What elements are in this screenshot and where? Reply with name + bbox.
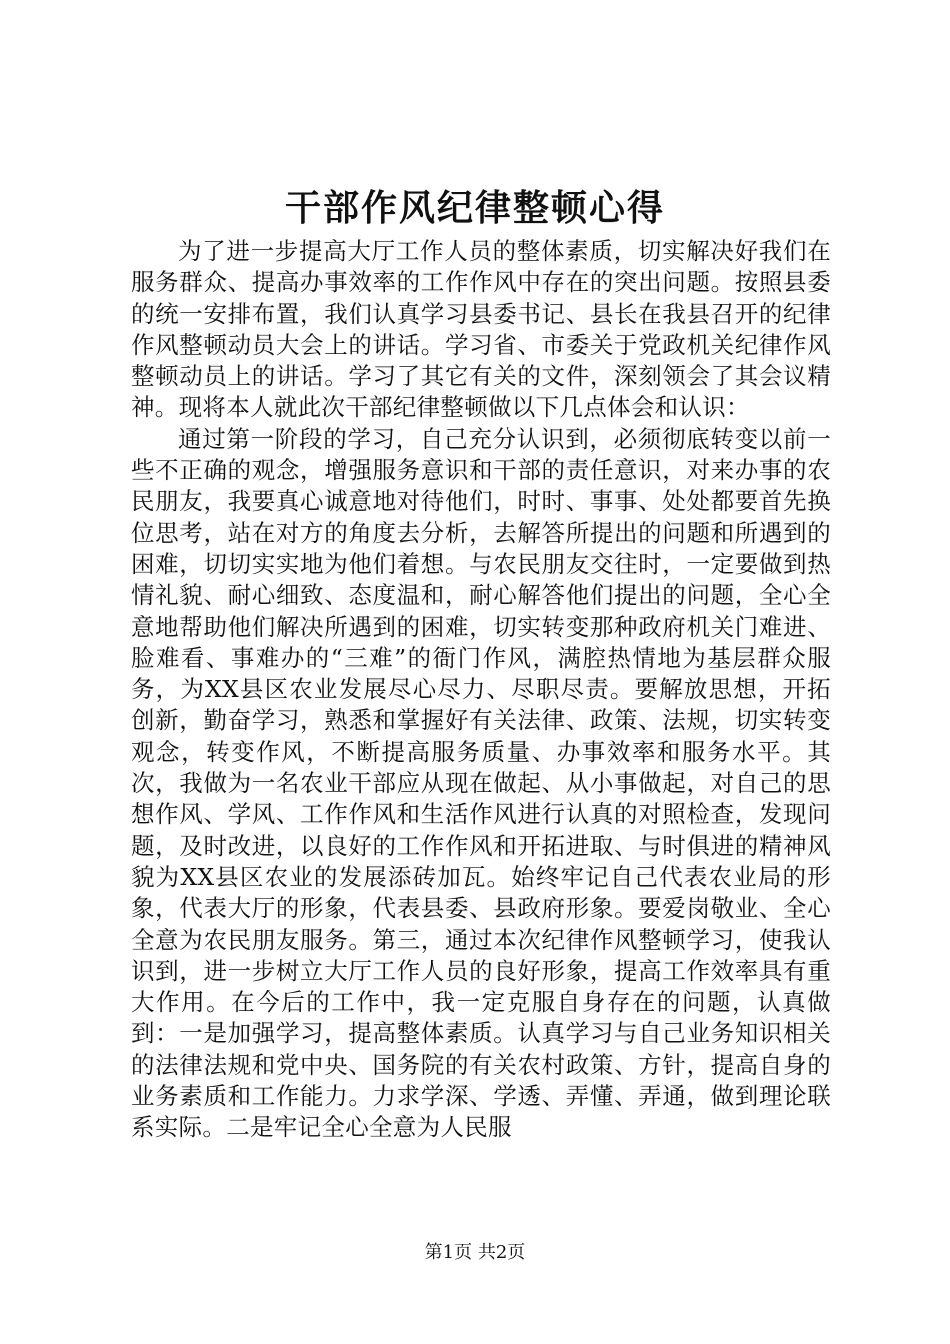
document-title: 干部作风纪律整顿心得 xyxy=(284,187,665,229)
body-paragraph-2: 通过第一阶段的学习，自己充分认识到，必须彻底转变以前一些不正确的观念，增强服务意识和干部的责任意识，对来办事的农民朋友，我要真心诚意地对待他们，时时、事事、处处都要首先换位思考，站在对方的角度去分析，去解答所提出的问题和所遇到的困难，切切实实地为他们着想。与农民朋友交往时，一定要做到热情礼貌、耐心细致、态度温和，耐心解答他们提出的问题，全心全意地帮助他们解决所遇到的困难，切实转变那种政府机关门难进、脸难看、事难办的“三难”的衙门作风，满腔热情地为基层群众服务，为XX县区农业发展尽心尽力、尽职尽责。要解放思想，开拓创新，勤奋学习，熟悉和掌握好有关法律、政策、法规，切实转变观念，转变作风，不断提高服务质量、办事效率和服务水平。其次，我做为一名农业干部应从现在做起、从小事做起，对自己的思想作风、学风、工作作风和生活作风进行认真的对照检查，发现问题，及时改进，以良好的工作作风和开拓进取、与时俱进的精神风貌为XX县区农业的发展添砖加瓦。始终牢记自己代表农业局的形象，代表大厅的形象，代表县委、县政府形象。要爱岗敬业、全心全意为农民朋友服务。第三，通过本次纪律作风整顿学习，使我认识到，进一步树立大厅工作人员的良好形象，提高工作效率具有重大作用。在今后的工作中，我一定克服自身存在的问题，认真做到：一是加强学习，提高整体素质。认真学习与自己业务知识相关的法律法规和党中央、国务院的有关农村政策、方针，提高自身的业务素质和工作能力。力求学深、学透、弄懂、弄通，做到理论联系实际。二是牢记全心全意为人民服 xyxy=(131,424,831,1142)
body-paragraph-1: 为了进一步提高大厅工作人员的整体素质，切实解决好我们在服务群众、提高办事效率的工作作风中存在的突出问题。按照县委的统一安排布置，我们认真学习县委书记、县长在我县召开的纪律作风整顿动员大会上的讲话。学习省、市委关于党政机关纪律作风整顿动员上的讲话。学习了其它有关的文件，深刻领会了其会议精神。现将本人就此次干部纪律整顿做以下几点体会和认识： xyxy=(131,237,831,422)
page-number-footer: 第1页 共2页 xyxy=(424,1242,526,1263)
document-body xyxy=(131,236,831,1144)
